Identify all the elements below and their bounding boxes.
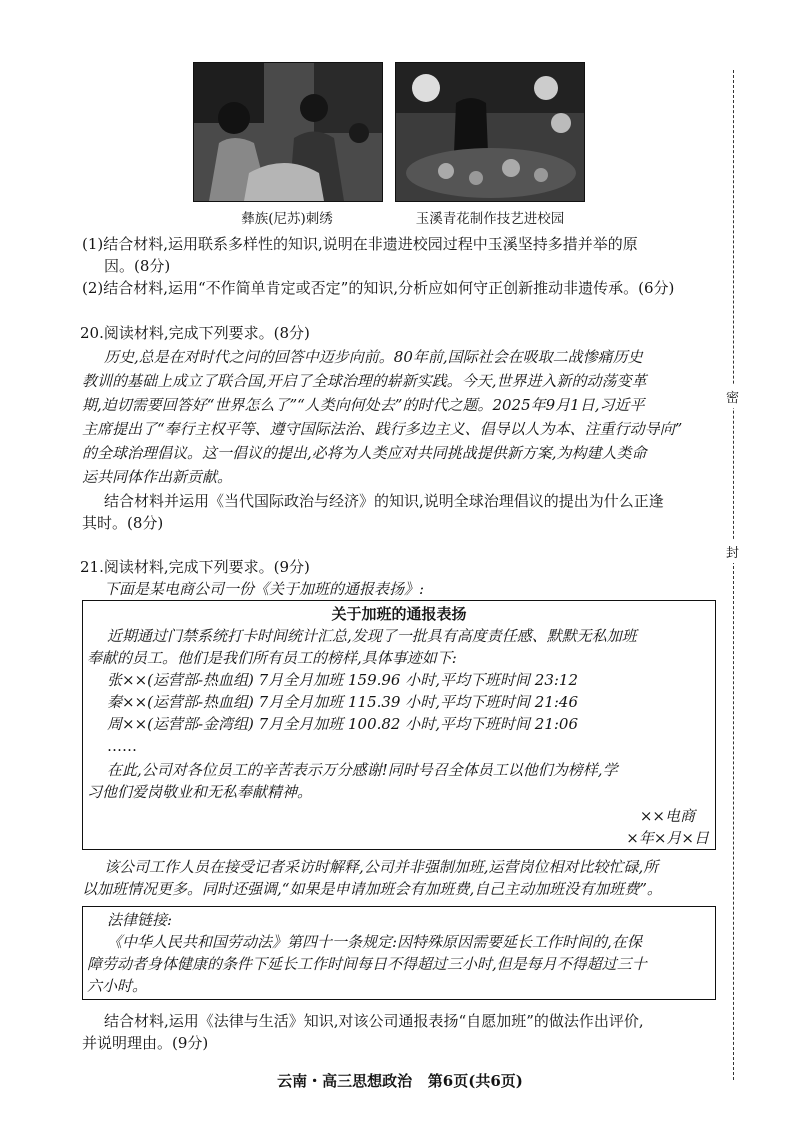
q20-heading: 20.阅读材料,完成下列要求。(8分) [80,324,310,342]
q21-explain-line1: 该公司工作人员在接受记者采访时解释,公司并非强制加班,运营岗位相对比较忙碌,所 [104,858,659,876]
law-label: 法律链接: [107,911,173,929]
binding-margin-rule [733,70,734,1080]
notice-ellipsis: …… [107,737,137,755]
notice-box [82,600,716,850]
q20-material-line4: 主席提出了“奉行主权平等、遵守国际法治、践行多边主义、倡导以人为本、注重行动导向” [82,420,683,438]
notice-thanks-line1: 在此,公司对各位员工的辛苦表示万分感谢!同时号召全体员工以他们为榜样,学 [107,761,618,779]
photo-yi-embroidery-image [194,63,382,201]
notice-entry-1: 张××(运营部-热血组) 7月全月加班 159.96 小时,平均下班时间 23:12 [107,671,579,689]
q21-heading: 21.阅读材料,完成下列要求。(9分) [80,558,310,576]
q21-question-line1: 结合材料,运用《法律与生活》知识,对该公司通报表扬“自愿加班”的做法作出评价, [104,1012,644,1030]
law-line3: 六小时。 [87,977,148,995]
law-line2: 障劳动者身体健康的条件下延长工作时间每日不得超过三小时,但是每月不得超过三十 [87,955,647,973]
notice-thanks-line2: 习他们爱岗敬业和无私奉献精神。 [87,783,313,801]
photo-yi-embroidery [193,62,383,202]
q19-sub2-line1: (2)结合材料,运用“不作简单肯定或否定”的知识,分析应如何守正创新推动非遗传承。(6分) [82,279,675,297]
photo-caption-right: 玉溪青花制作技艺进校园 [415,211,565,227]
q20-material-line1: 历史,总是在对时代之问的回答中迈步向前。80年前,国际社会在吸取二战惨痛历史 [104,348,643,366]
q20-question-line1: 结合材料并运用《当代国际政治与经济》的知识,说明全球治理倡议的提出为什么正逢 [104,492,664,510]
q21-question-line2: 并说明理由。(9分) [82,1034,209,1052]
photo-caption-left: 彝族(尼苏)刺绣 [241,211,333,227]
q19-sub1-line1: (1)结合材料,运用联系多样性的知识,说明在非遗进校园过程中玉溪坚持多措并举的原 [82,235,638,253]
q20-material-line2: 教训的基础上成立了联合国,开启了全球治理的崭新实践。今天,世界进入新的动荡变革 [82,372,647,390]
q20-material-line3: 期,迫切需要回答好“世界怎么了”“人类向何处去”的时代之题。2025年9月1日,习近平 [82,396,645,414]
page-footer: 云南・高三思想政治 第6页(共6页) [277,1072,523,1090]
q20-question-line2: 其时。(8分) [82,514,164,532]
notice-entry-2: 秦××(运营部-热血组) 7月全月加班 115.39 小时,平均下班时间 21:46 [107,693,579,711]
photo-qinghua-porcelain [395,62,585,202]
law-box [82,906,716,1000]
q20-material-line6: 运共同体作出新贡献。 [82,468,233,486]
law-line1: 《中华人民共和国劳动法》第四十一条规定:因特殊原因需要延长工作时间的,在保 [107,933,642,951]
notice-signature: ××电商 [639,807,695,825]
q20-material-line5: 的全球治理倡议。这一倡议的提出,必将为人类应对共同挑战提供新方案,为构建人类命 [82,444,647,462]
notice-body-line1: 近期通过门禁系统打卡时间统计汇总,发现了一批具有高度责任感、默默无私加班 [107,627,637,645]
margin-mark-feng: 封 [726,540,739,563]
notice-date: ×年×月×日 [626,829,709,847]
notice-title: 关于加班的通报表扬 [331,605,467,623]
q19-sub1-line2: 因。(8分) [104,257,171,275]
q21-explain-line2: 以加班情况更多。同时还强调,“如果是申请加班会有加班费,自己主动加班没有加班费”。 [82,880,662,898]
margin-mark-mi: 密 [726,385,739,408]
photo-qinghua-porcelain-image [396,63,584,201]
q21-intro: 下面是某电商公司一份《关于加班的通报表扬》: [104,580,425,598]
notice-entry-3: 周××(运营部-金湾组) 7月全月加班 100.82 小时,平均下班时间 21:06 [107,715,579,733]
notice-body-line2: 奉献的员工。他们是我们所有员工的榜样,具体事迹如下: [87,649,457,667]
